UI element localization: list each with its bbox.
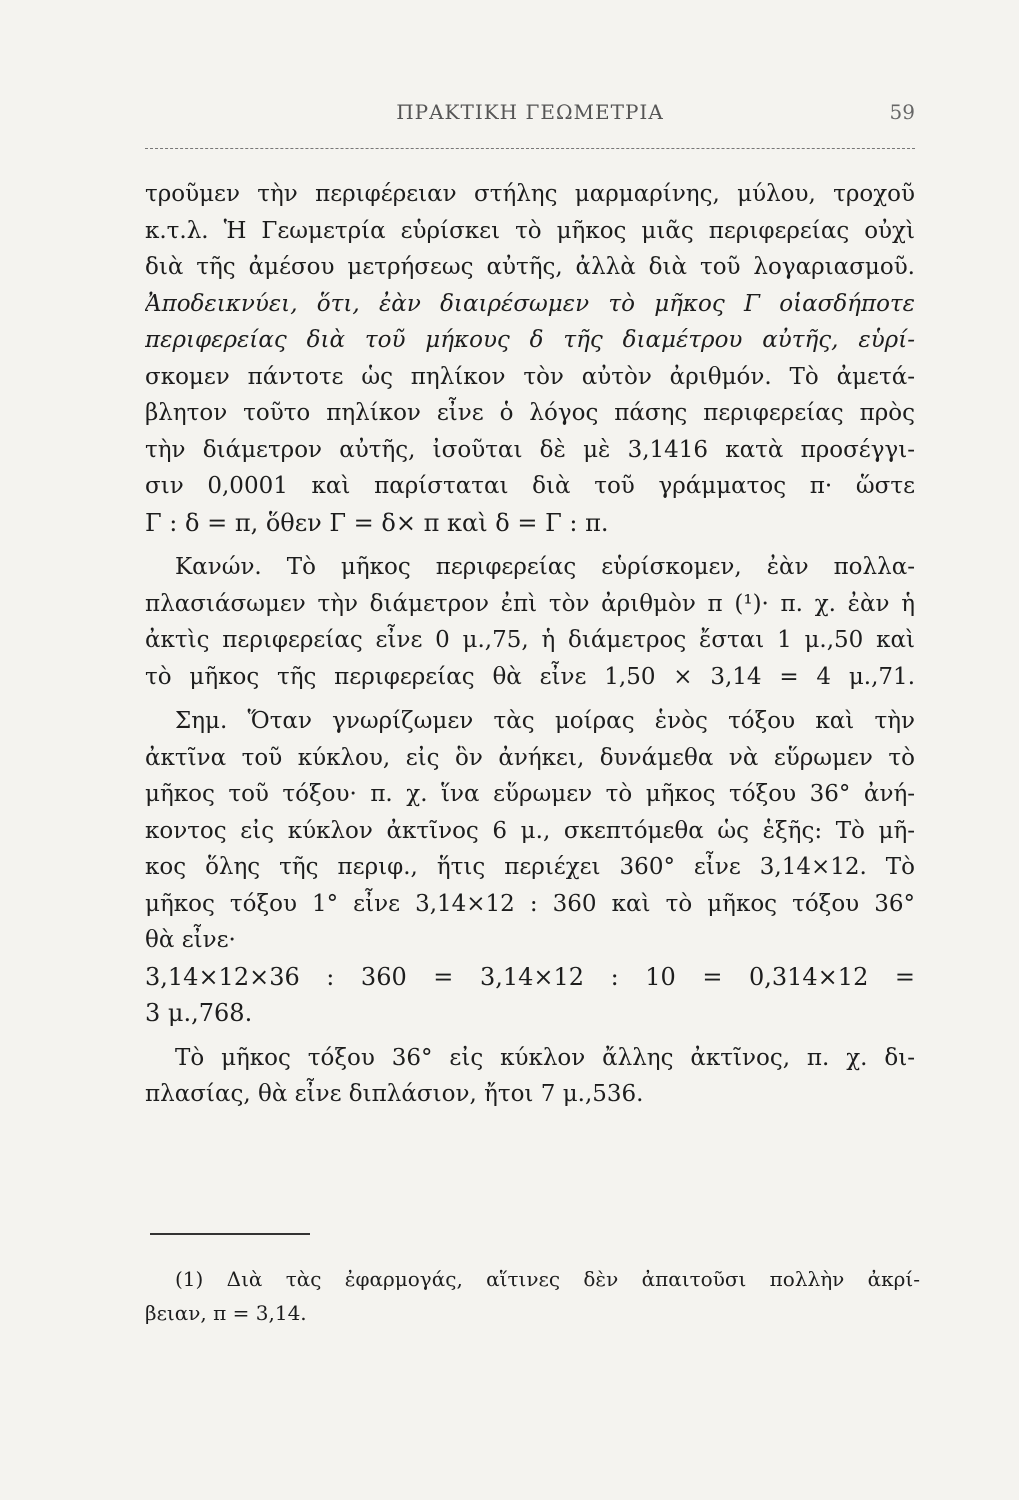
- formula-line: Γ : δ = π, ὅθεν Γ = δ× π καὶ δ = Γ : π.: [145, 508, 609, 537]
- text-line: πλασίας, θὰ εἶνε διπλάσιον, ἤτοι 7 μ.,536.: [145, 1081, 644, 1107]
- text-line: Ἀποδεικνύει, ὅτι, ἐὰν διαιρέσωμεν τὸ μῆκος Γ οἱασδήποτε: [145, 290, 915, 317]
- footnote-line: βειαν, π = 3,14.: [145, 1301, 307, 1325]
- text-line: μῆκος τόξου 1° εἶνε 3,14×12 : 360 καὶ τὸ μῆκος τόξου 36°: [145, 890, 915, 917]
- text-line: κος ὅλης τῆς περιφ., ἥτις περιέχει 360° εἶνε 3,14×12. Τὸ: [145, 854, 915, 880]
- formula-line: 3 μ.,768.: [145, 999, 253, 1027]
- text-line: ἀκτῖνα τοῦ κύκλου, εἰς ὃν ἀνήκει, δυνάμεθα νὰ εὕρωμεν τὸ: [145, 744, 915, 771]
- text-line: πλασιάσωμεν τὴν διάμετρον ἐπὶ τὸν ἀριθμὸν π (¹)· π. χ. ἐὰν ἡ: [145, 590, 915, 617]
- note-paragraph-line: Σημ. Ὅταν γνωρίζωμεν τὰς μοίρας ἑνὸς τόξου καὶ τὴν: [175, 708, 915, 734]
- page-header: [145, 100, 915, 140]
- text-line: μῆκος τοῦ τόξου· π. χ. ἵνα εὕρωμεν τὸ μῆκος τόξου 36° ἀνή-: [145, 781, 915, 807]
- body-text: [145, 176, 915, 1113]
- header-rule: [145, 148, 915, 149]
- footnote-rule: [150, 1233, 310, 1235]
- text-line: κοντος εἰς κύκλον ἀκτῖνος 6 μ., σκεπτόμεθα ὡς ἑξῆς: Τὸ μῆ-: [145, 817, 915, 844]
- text-line: περιφερείας διὰ τοῦ μήκους δ τῆς διαμέτρου αὐτῆς, εὑρί-: [145, 327, 915, 353]
- running-head: ΠΡΑΚΤΙΚΗ ΓΕΩΜΕΤΡΙΑ: [396, 100, 664, 124]
- text-line: τὴν διάμετρον αὐτῆς, ἰσοῦται δὲ μὲ 3,1416 κατὰ προσέγγι-: [145, 436, 915, 463]
- page-number: 59: [889, 100, 915, 124]
- text-line: κ.τ.λ. Ἡ Γεωμετρία εὑρίσκει τὸ μῆκος μιᾶς περιφερείας οὐχὶ: [145, 217, 915, 244]
- text-line: θὰ εἶνε·: [145, 927, 236, 953]
- text-line: βλητον τοῦτο πηλίκον εἶνε ὁ λόγος πάσης περιφερείας πρὸς: [145, 400, 915, 426]
- footnote-line: (1) Διὰ τὰς ἐφαρμογάς, αἵτινες δὲν ἀπαιτοῦσι πολλὴν ἀκρί-: [175, 1267, 920, 1291]
- rule-paragraph-line: Κανών. Τὸ μῆκος περιφερείας εὑρίσκομεν, ἐὰν πολλα-: [175, 554, 915, 580]
- text-line: σιν 0,0001 καὶ παρίσταται διὰ τοῦ γράμματος π· ὥστε: [145, 473, 915, 499]
- text-line: Τὸ μῆκος τόξου 36° εἰς κύκλον ἄλλης ἀκτῖνος, π. χ. δι-: [175, 1044, 915, 1071]
- text-line: διὰ τῆς ἀμέσου μετρήσεως αὐτῆς, ἀλλὰ διὰ τοῦ λογαριασμοῦ.: [145, 254, 915, 280]
- text-line: ἀκτὶς περιφερείας εἶνε 0 μ.,75, ἡ διάμετρος ἔσται 1 μ.,50 καὶ: [145, 627, 915, 653]
- footnotes: [145, 1262, 920, 1330]
- text-line: σκομεν πάντοτε ὡς πηλίκον τὸν αὐτὸν ἀριθμόν. Τὸ ἀμετά-: [145, 363, 915, 390]
- text-line: τροῦμεν τὴν περιφέρειαν στήλης μαρμαρίνης, μύλου, τροχοῦ: [145, 181, 915, 207]
- text-line: τὸ μῆκος τῆς περιφερείας θὰ εἶνε 1,50 × 3,14 = 4 μ.,71.: [145, 663, 915, 690]
- formula-line: 3,14×12×36 : 360 = 3,14×12 : 10 = 0,314×12 =: [145, 962, 915, 991]
